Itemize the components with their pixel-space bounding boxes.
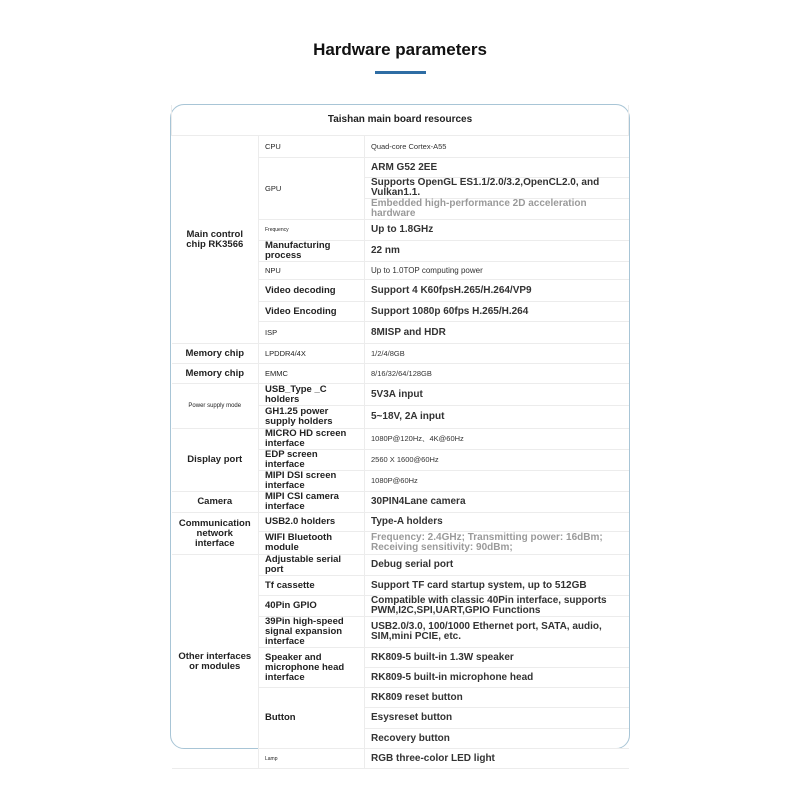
spec-value: Up to 1.8GHz [365, 220, 629, 241]
spec-label: EDP screen interface [259, 450, 365, 471]
table-header: Taishan main board resources [172, 105, 629, 136]
spec-label: Frequency [259, 220, 365, 241]
spec-value: Debug serial port [365, 555, 629, 576]
table-row [172, 136, 629, 158]
spec-label: GPU [259, 158, 365, 220]
spec-label: USB2.0 holders [259, 513, 365, 532]
table-row [172, 429, 629, 450]
spec-value: Quad-core Cortex-A55 [365, 136, 629, 158]
spec-value: 22 nm [365, 241, 629, 262]
group-label: Main control chip RK3566 [172, 136, 259, 344]
spec-value: Embedded high-performance 2D acceleration hardware [365, 199, 629, 220]
spec-label: USB_Type _C holders [259, 384, 365, 406]
spec-value: RGB three-color LED light [365, 749, 629, 769]
table-row [172, 513, 629, 532]
spec-value: ARM G52 2EE [365, 158, 629, 178]
spec-value: Support TF card startup system, up to 512GB [365, 576, 629, 596]
group-label: Communication network interface [172, 513, 259, 555]
spec-label: EMMC [259, 364, 365, 384]
table-row [172, 555, 629, 576]
table-row [172, 344, 629, 364]
spec-value: Type-A holders [365, 513, 629, 532]
spec-value: 1080P@60Hz [365, 471, 629, 492]
group-label: Camera [172, 492, 259, 513]
spec-value: Up to 1.0TOP computing power [365, 262, 629, 280]
spec-label: MIPI CSI camera interface [259, 492, 365, 513]
spec-label: ISP [259, 322, 365, 344]
spec-value: Frequency: 2.4GHz; Transmitting power: 16dBm; Receiving sensitivity: 90dBm; [365, 532, 629, 555]
spec-label: MICRO HD screen interface [259, 429, 365, 450]
spec-value: RK809-5 built-in 1.3W speaker [365, 648, 629, 668]
spec-label: LPDDR4/4X [259, 344, 365, 364]
table-header-row [172, 105, 629, 136]
spec-label: Manufacturing process [259, 241, 365, 262]
spec-label: Video Encoding [259, 302, 365, 322]
spec-value: Recovery button [365, 729, 629, 749]
table-row [172, 492, 629, 513]
spec-label: CPU [259, 136, 365, 158]
spec-label: 39Pin high-speed signal expansion interface [259, 617, 365, 648]
group-label: Memory chip [172, 364, 259, 384]
spec-value: 8/16/32/64/128GB [365, 364, 629, 384]
spec-value: 1080P@120Hz、4K@60Hz [365, 429, 629, 450]
spec-table [171, 105, 629, 769]
spec-table-card [170, 104, 630, 764]
group-label: Memory chip [172, 344, 259, 364]
group-label: Display port [172, 429, 259, 492]
spec-value: 8MISP and HDR [365, 322, 629, 344]
spec-label: Adjustable serial port [259, 555, 365, 576]
group-label: Other interfaces or modules [172, 555, 259, 769]
spec-label: GH1.25 power supply holders [259, 406, 365, 429]
spec-label: MIPI DSI screen interface [259, 471, 365, 492]
spec-value: Compatible with classic 40Pin interface, supports PWM,I2C,SPI,UART,GPIO Functions [365, 596, 629, 617]
spec-value: USB2.0/3.0, 100/1000 Ethernet port, SATA, audio, SIM,mini PCIE, etc. [365, 617, 629, 648]
spec-value: RK809 reset button [365, 688, 629, 708]
spec-value: Esysreset button [365, 708, 629, 729]
spec-label: Button [259, 688, 365, 749]
spec-value: Supports OpenGL ES1.1/2.0/3.2,OpenCL2.0, and Vulkan1.1. [365, 178, 629, 199]
title-underline [375, 71, 426, 74]
spec-value: 1/2/4/8GB [365, 344, 629, 364]
spec-value: Support 4 K60fpsH.265/H.264/VP9 [365, 280, 629, 302]
spec-value: RK809-5 built-in microphone head [365, 668, 629, 688]
spec-label: 40Pin GPIO [259, 596, 365, 617]
spec-value: Support 1080p 60fps H.265/H.264 [365, 302, 629, 322]
spec-value: 30PIN4Lane camera [365, 492, 629, 513]
spec-value: 5~18V, 2A input [365, 406, 629, 429]
spec-label: WIFI Bluetooth module [259, 532, 365, 555]
table-row [172, 384, 629, 406]
spec-label: Speaker and microphone head interface [259, 648, 365, 688]
page-title: Hardware parameters [313, 40, 487, 59]
spec-value: 5V3A input [365, 384, 629, 406]
spec-label: NPU [259, 262, 365, 280]
group-label: Power supply mode [172, 384, 259, 429]
spec-label: Lamp [259, 749, 365, 769]
spec-value: 2560 X 1600@60Hz [365, 450, 629, 471]
table-row [172, 364, 629, 384]
spec-label: Video decoding [259, 280, 365, 302]
spec-label: Tf cassette [259, 576, 365, 596]
